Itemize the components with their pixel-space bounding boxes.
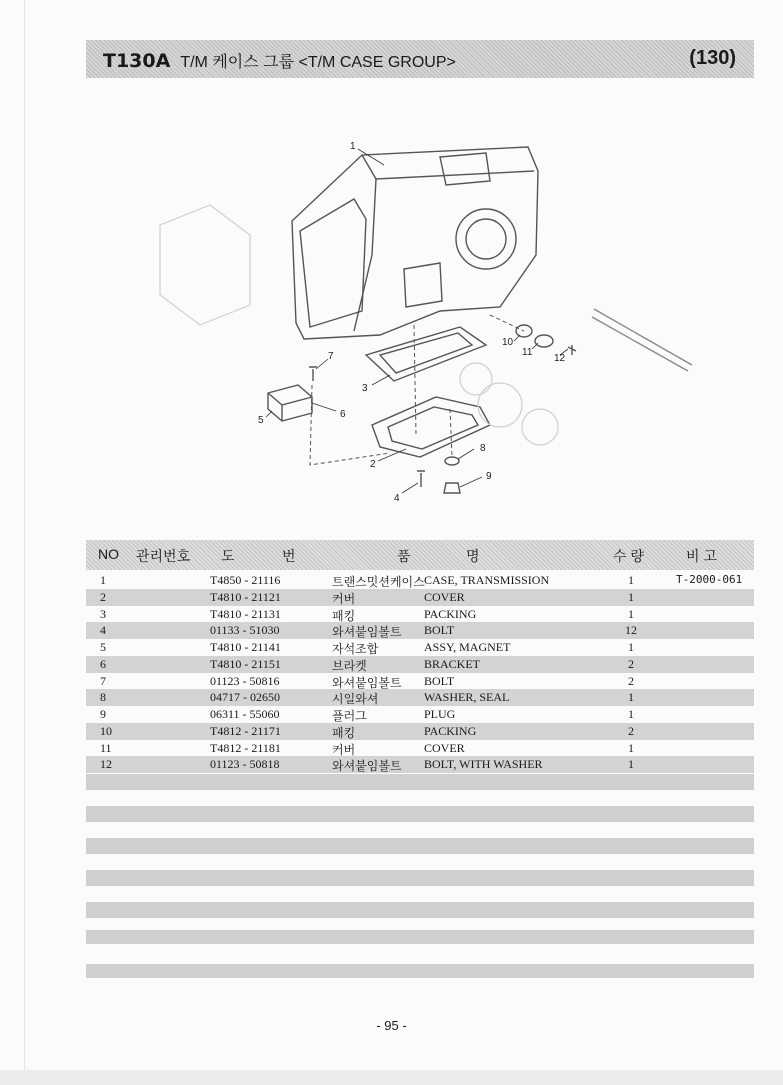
table-row (86, 572, 754, 589)
empty-row-stripe (86, 902, 754, 918)
case-side-window (404, 263, 442, 307)
callout-11: 11 (522, 347, 533, 358)
row-part-number: T4812 - 21181 (210, 740, 281, 755)
row-quantity: 1 (628, 757, 634, 772)
row-no: 11 (100, 740, 112, 755)
row-name-english: PLUG (424, 707, 456, 721)
header-part-name-a: 품 (397, 548, 411, 564)
side-cover (535, 335, 553, 347)
leader-11 (532, 343, 538, 349)
callout-10: 10 (502, 337, 514, 348)
alignment-line-d (490, 315, 524, 331)
table-row (86, 673, 754, 690)
packing-gasket-inner (380, 333, 472, 373)
row-no: 2 (100, 589, 106, 604)
row-part-number: T4812 - 21171 (210, 723, 281, 738)
empty-table-rows (86, 774, 754, 978)
exploded-parts-diagram (140, 135, 700, 515)
drain-plug (444, 483, 460, 493)
row-no: 4 (100, 623, 106, 638)
row-no: 3 (100, 606, 106, 621)
row-part-number: 01123 - 50816 (210, 673, 280, 688)
row-quantity: 1 (628, 606, 634, 621)
leader-10 (514, 335, 520, 341)
leader-8 (458, 449, 474, 459)
row-name-korean: 커버 (332, 742, 356, 757)
callout-12: 12 (554, 353, 566, 364)
leader-9 (460, 477, 482, 487)
row-name-english: BOLT, WITH WASHER (424, 757, 543, 772)
row-remark: T-2000-061 (676, 573, 743, 586)
row-part-number: 01133 - 51030 (210, 623, 280, 638)
row-name-english: ASSY, MAGNET (424, 640, 511, 654)
ghost-gear-b (522, 409, 558, 445)
row-name-korean: 자석조합 (332, 642, 379, 656)
case-bearing-bore-inner (466, 219, 506, 259)
empty-row-stripe (86, 838, 754, 854)
table-row (86, 740, 754, 757)
table-row (86, 723, 754, 740)
parts-table-body (86, 572, 754, 773)
table-row (86, 706, 754, 723)
table-row (86, 606, 754, 623)
bottom-cover-inner (388, 407, 478, 449)
row-name-english: CASE, TRANSMISSION (424, 573, 550, 587)
row-no: 5 (100, 640, 106, 654)
row-name-korean: 와셔붙임볼트 (332, 625, 402, 640)
row-name-korean: 시일와셔 (332, 692, 379, 707)
table-row (86, 689, 754, 706)
table-row (86, 756, 754, 773)
model-code: T130A (103, 50, 171, 72)
row-quantity: 1 (628, 690, 634, 705)
leader-4 (402, 483, 418, 493)
row-part-number: T4810 - 21131 (210, 606, 281, 621)
empty-row-stripe (86, 806, 754, 822)
row-quantity: 12 (625, 623, 637, 638)
seal-washer (445, 457, 459, 465)
empty-row-stripe (86, 870, 754, 886)
row-no: 6 (100, 656, 106, 671)
table-row (86, 589, 754, 606)
row-name-korean: 와셔붙임볼트 (332, 759, 402, 774)
header-no: NO (98, 546, 119, 562)
bolt-7 (309, 367, 317, 381)
row-no: 8 (100, 690, 106, 705)
row-name-korean: 패킹 (332, 608, 356, 623)
row-no: 7 (100, 673, 106, 688)
alignment-line-a (414, 325, 416, 435)
header-part-name-b: 명 (466, 548, 480, 564)
callout-2: 2 (370, 459, 376, 470)
row-no: 10 (100, 723, 112, 738)
side-bolt (568, 345, 576, 355)
header-drawing-no-b: 번 (282, 548, 296, 564)
row-name-english: BOLT (424, 623, 455, 638)
row-name-korean: 트랜스밋션케이스 (332, 575, 425, 589)
group-title: T/M 케이스 그룹 <T/M CASE GROUP> (180, 54, 456, 71)
callout-6: 6 (340, 409, 346, 420)
header-management-no: 관리번호 (136, 548, 191, 564)
row-no: 1 (100, 573, 106, 587)
bolt-4 (417, 471, 425, 487)
row-quantity: 1 (628, 740, 634, 755)
row-name-english: BOLT (424, 673, 455, 688)
callout-3: 3 (362, 383, 368, 394)
row-no: 12 (100, 757, 112, 772)
transmission-case (292, 147, 538, 339)
callout-7: 7 (328, 351, 334, 362)
row-name-english: COVER (424, 589, 465, 604)
header-remark: 비 고 (686, 548, 717, 564)
case-top-window (440, 153, 490, 185)
magnet-assembly-top (268, 393, 312, 405)
title-bar (86, 40, 754, 78)
row-name-korean: 커버 (332, 591, 356, 606)
case-top-edge (362, 155, 534, 179)
title-text (103, 49, 456, 72)
row-part-number: 04717 - 02650 (210, 690, 280, 705)
callout-8: 8 (480, 443, 486, 454)
row-name-korean: 브라켓 (332, 658, 367, 673)
row-name-korean: 와셔붙임볼트 (332, 675, 402, 690)
callout-1: 1 (350, 141, 356, 152)
callout-4: 4 (394, 493, 400, 504)
row-quantity: 1 (628, 573, 634, 587)
table-row (86, 639, 754, 656)
row-name-korean: 플러그 (332, 709, 367, 723)
leader-1 (358, 149, 384, 165)
leader-3 (372, 375, 390, 385)
row-part-number: 01123 - 50818 (210, 757, 280, 772)
callout-5: 5 (258, 415, 264, 426)
leader-2 (378, 449, 406, 461)
alignment-line-c (450, 409, 452, 457)
row-part-number: T4810 - 21121 (210, 589, 281, 604)
input-shaft (592, 309, 692, 371)
row-quantity: 1 (628, 707, 634, 721)
ghost-part-left (160, 205, 250, 325)
row-part-number: T4850 - 21116 (210, 573, 281, 587)
case-bearing-bore (456, 209, 516, 269)
row-part-number: T4810 - 21141 (210, 640, 281, 654)
row-quantity: 2 (628, 656, 634, 671)
leader-7 (316, 359, 328, 369)
header-quantity: 수 량 (613, 548, 644, 564)
row-part-number: 06311 - 55060 (210, 707, 280, 721)
ghost-gear-c (460, 363, 492, 395)
row-name-english: PACKING (424, 606, 477, 621)
page-bottom-edge (0, 1070, 783, 1085)
case-front-opening (300, 199, 366, 327)
table-row (86, 656, 754, 673)
header-drawing-no-a: 도 (221, 548, 235, 564)
row-name-english: PACKING (424, 723, 477, 738)
leader-6 (312, 403, 336, 411)
row-name-english: WASHER, SEAL (424, 690, 510, 705)
empty-row-stripe (86, 774, 754, 790)
empty-row-stripe (86, 930, 754, 944)
row-quantity: 1 (628, 589, 634, 604)
table-row (86, 622, 754, 639)
row-part-number: T4810 - 21151 (210, 656, 281, 671)
section-page-code: (130) (689, 47, 736, 69)
row-no: 9 (100, 707, 106, 721)
row-name-english: BRACKET (424, 656, 481, 671)
ghost-gear-a (478, 383, 522, 427)
page-edge (24, 0, 25, 1085)
row-name-korean: 패킹 (332, 725, 356, 740)
alignment-line-b (310, 385, 390, 465)
row-quantity: 2 (628, 723, 634, 738)
parts-table-header (86, 540, 754, 570)
row-name-english: COVER (424, 740, 465, 755)
callout-9: 9 (486, 471, 492, 482)
empty-row-stripe (86, 964, 754, 978)
leader-5 (266, 411, 272, 417)
page-number: - 95 - (376, 1018, 407, 1033)
row-quantity: 2 (628, 673, 634, 688)
row-quantity: 1 (628, 640, 634, 654)
